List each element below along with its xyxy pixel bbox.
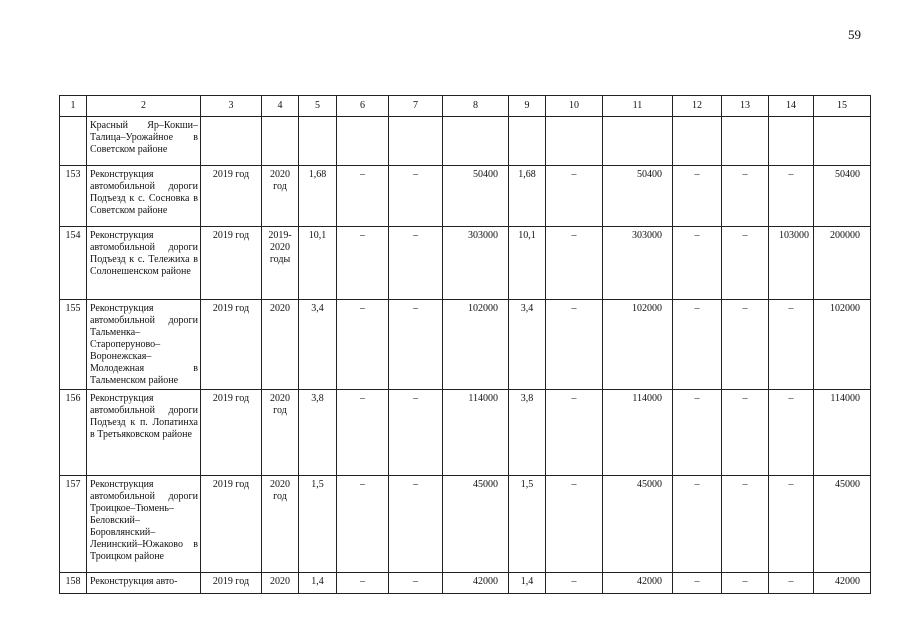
start-year: 2019 год [201,573,262,594]
header-cell: 6 [337,96,389,117]
table-row [60,166,871,227]
end-year: 2020 год [262,166,299,227]
row-number: 158 [60,573,87,594]
cost-total: 50400 [443,166,509,227]
cell-col12: – [673,227,722,300]
cost-total: 114000 [443,390,509,476]
cell-col10: – [546,166,603,227]
header-cell: 5 [299,96,337,117]
row-number: 155 [60,300,87,390]
object-name: Реконструкция автомобильной дороги Подъезд к п. Лопатинха в Третьяковском районе [87,390,201,476]
cell-col7: – [389,300,443,390]
cell-col13: – [722,476,769,573]
cell-col11: 303000 [603,227,673,300]
cell-col12: – [673,166,722,227]
cell-col11: 45000 [603,476,673,573]
row-number: 157 [60,476,87,573]
cell-col13: – [722,573,769,594]
header-cell: 15 [814,96,871,117]
data-table [59,95,871,594]
object-name: Реконструкция автомобильной дороги Троицкое–Тюмень–Беловский–Боровлянский–Ленинский–Южаково в Троицком районе [87,476,201,573]
cell-col6: – [337,390,389,476]
cell-col12: – [673,300,722,390]
cell-col12: – [673,476,722,573]
cell-col12 [673,117,722,166]
cell-col9: 1,5 [509,476,546,573]
page-number: 59 [848,27,861,42]
cell-col11: 50400 [603,166,673,227]
cell-col14: – [769,476,814,573]
cell-col10 [546,117,603,166]
length-km: 3,8 [299,390,337,476]
cost-total: 42000 [443,573,509,594]
cell-col11: 102000 [603,300,673,390]
cell-col7: – [389,476,443,573]
cell-col11: 42000 [603,573,673,594]
object-name: Красный Яр–Кокши–Талица–Урожайное в Советском районе [87,117,201,166]
object-name: Реконструкция авто- [87,573,201,594]
row-number: 154 [60,227,87,300]
header-cell: 12 [673,96,722,117]
length-km: 1,68 [299,166,337,227]
cell-col15: 45000 [814,476,871,573]
cell-col10: – [546,573,603,594]
cell-col7: – [389,166,443,227]
cell-col14: 103000 [769,227,814,300]
cell-col6: – [337,227,389,300]
cell-col9: 1,4 [509,573,546,594]
start-year [201,117,262,166]
table-row [60,227,871,300]
cell-col6: – [337,573,389,594]
start-year: 2019 год [201,166,262,227]
table-row [60,573,871,594]
cell-col9: 3,4 [509,300,546,390]
header-cell: 7 [389,96,443,117]
cell-col7 [389,117,443,166]
table-header-row [60,96,871,117]
end-year: 2019-2020 годы [262,227,299,300]
cell-col14 [769,117,814,166]
cell-col11 [603,117,673,166]
end-year: 2020 [262,573,299,594]
cell-col13: – [722,300,769,390]
cell-col6: – [337,476,389,573]
start-year: 2019 год [201,227,262,300]
cell-col15: 200000 [814,227,871,300]
table-row [60,117,871,166]
cost-total: 102000 [443,300,509,390]
row-number: 153 [60,166,87,227]
header-cell: 1 [60,96,87,117]
cell-col6: – [337,166,389,227]
cell-col13 [722,117,769,166]
cell-col10: – [546,390,603,476]
length-km: 1,4 [299,573,337,594]
length-km: 1,5 [299,476,337,573]
cell-col14: – [769,390,814,476]
start-year: 2019 год [201,476,262,573]
row-number [60,117,87,166]
header-cell: 8 [443,96,509,117]
header-cell: 9 [509,96,546,117]
cell-col9: 10,1 [509,227,546,300]
cell-col12: – [673,390,722,476]
object-name: Реконструкция автомобильной дороги Подъезд к с. Тележиха в Солонешенском районе [87,227,201,300]
cost-total: 45000 [443,476,509,573]
end-year [262,117,299,166]
start-year: 2019 год [201,300,262,390]
start-year: 2019 год [201,390,262,476]
cell-col13: – [722,166,769,227]
cell-col15: 50400 [814,166,871,227]
length-km [299,117,337,166]
table-row [60,390,871,476]
cell-col12: – [673,573,722,594]
cell-col14: – [769,300,814,390]
cell-col7: – [389,390,443,476]
header-cell: 3 [201,96,262,117]
length-km: 10,1 [299,227,337,300]
table-row [60,300,871,390]
cell-col9: 3,8 [509,390,546,476]
cell-col10: – [546,227,603,300]
object-name: Реконструкция автомобильной дороги Подъезд к с. Сосновка в Советском районе [87,166,201,227]
header-cell: 11 [603,96,673,117]
cell-col7: – [389,227,443,300]
cell-col9: 1,68 [509,166,546,227]
cell-col9 [509,117,546,166]
header-cell: 14 [769,96,814,117]
end-year: 2020 год [262,390,299,476]
header-cell: 2 [87,96,201,117]
header-cell: 13 [722,96,769,117]
cost-total [443,117,509,166]
cell-col15: 102000 [814,300,871,390]
cell-col14: – [769,573,814,594]
cell-col10: – [546,300,603,390]
cell-col14: – [769,166,814,227]
table-row [60,476,871,573]
cell-col11: 114000 [603,390,673,476]
header-cell: 10 [546,96,603,117]
cell-col13: – [722,227,769,300]
cell-col6: – [337,300,389,390]
cell-col15: 42000 [814,573,871,594]
cell-col15 [814,117,871,166]
cell-col7: – [389,573,443,594]
cell-col13: – [722,390,769,476]
cell-col10: – [546,476,603,573]
cell-col6 [337,117,389,166]
row-number: 156 [60,390,87,476]
cost-total: 303000 [443,227,509,300]
end-year: 2020 год [262,476,299,573]
cell-col15: 114000 [814,390,871,476]
header-cell: 4 [262,96,299,117]
length-km: 3,4 [299,300,337,390]
object-name: Реконструкция автомобильной дороги Тальменка–Староперуново–Воронежская–Молодежная в Тальменском районе [87,300,201,390]
end-year: 2020 [262,300,299,390]
